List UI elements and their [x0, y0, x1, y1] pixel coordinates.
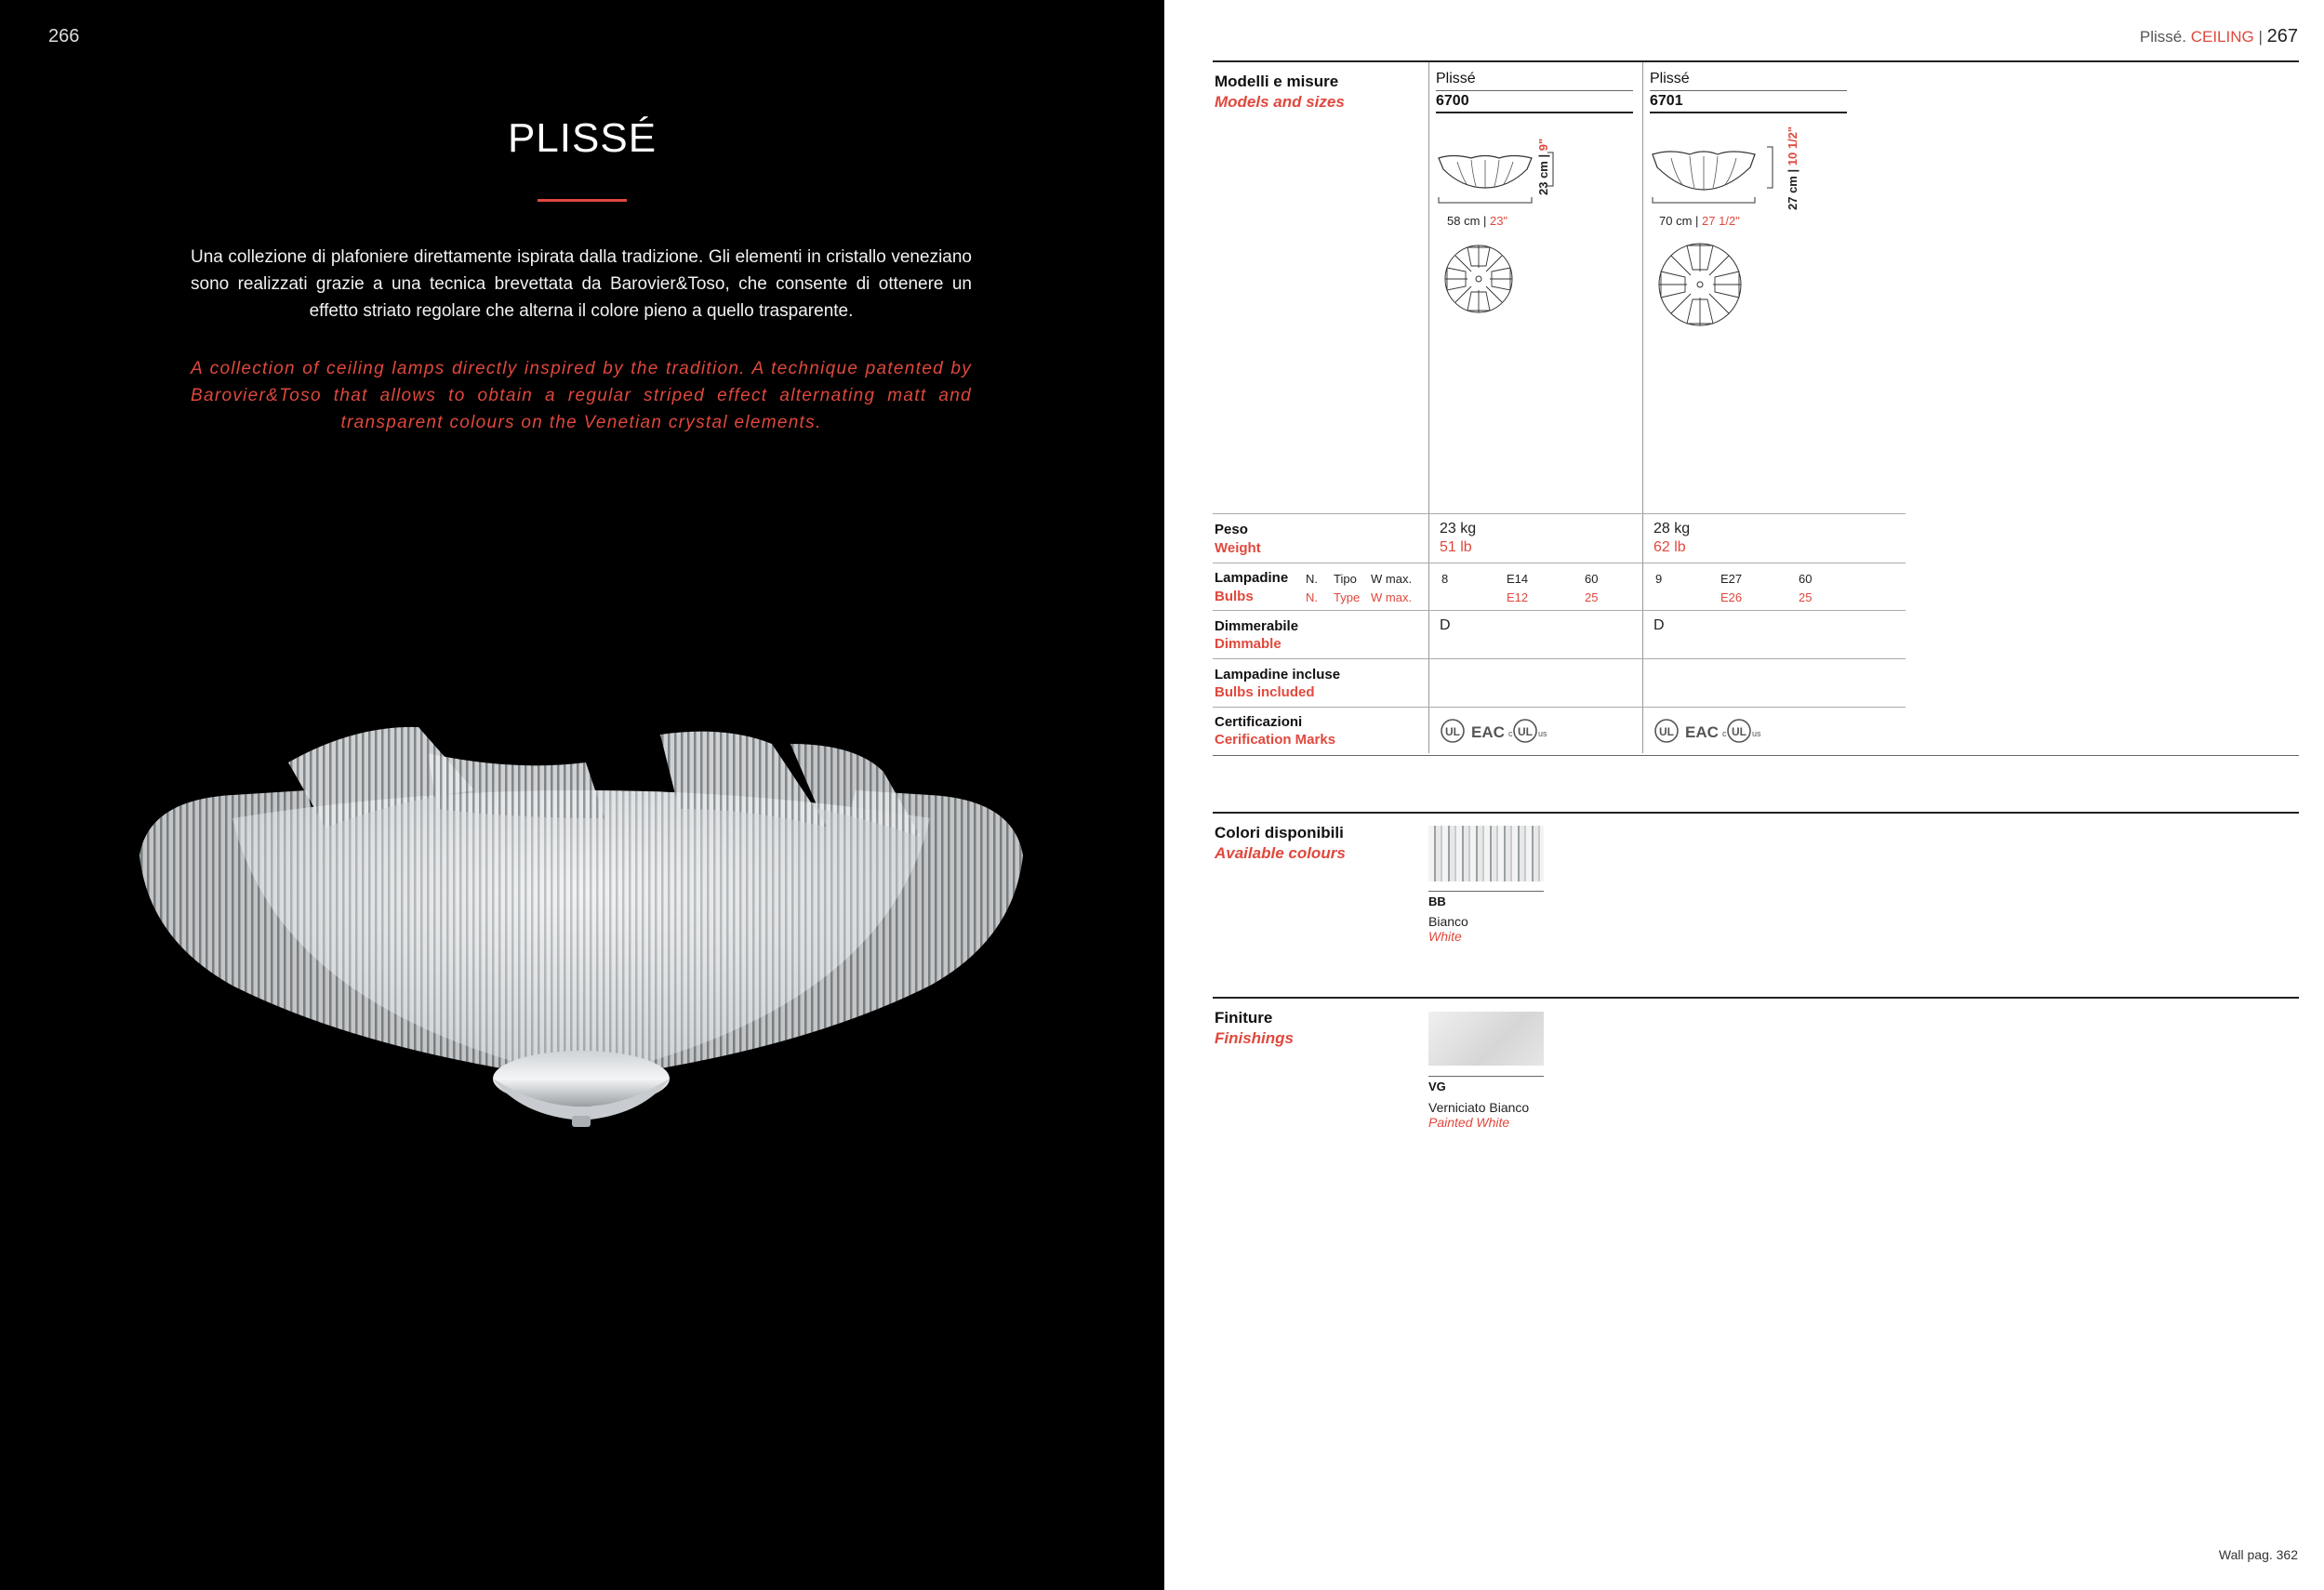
svg-text:UL: UL [1659, 725, 1674, 738]
svg-text:us: us [1538, 729, 1547, 738]
footer-reference: Wall pag. 362 [2218, 1547, 2298, 1562]
collection-title: PLISSÉ [507, 115, 657, 161]
model-1-bulb-w-us: 25 [1585, 590, 1599, 604]
page-number-left: 266 [48, 26, 80, 46]
page-number-right: 267 [2266, 26, 2298, 46]
finishing-swatch-rule [1428, 1076, 1544, 1077]
svg-text:UL: UL [1518, 725, 1533, 738]
cert-marks-icon [1440, 716, 1560, 746]
svg-text:c: c [1722, 729, 1727, 738]
model-2-weight-kg: 28 kg [1653, 521, 1691, 537]
model-2-rule [1650, 90, 1847, 91]
bulbs-type-en: Type [1334, 590, 1361, 604]
finishing-swatch-vg [1428, 1012, 1544, 1066]
finishing-code: VG [1428, 1080, 1446, 1093]
row-rule-included [1213, 658, 1906, 659]
colour-name-it: Bianco [1428, 914, 1468, 929]
description-english: A collection of ceiling lamps directly inspired by the tradition. A technique patented by Barovier&Toso that allows to obtain a regular striped effect alternating matt and transparent colours on the Venetian crystal elements. [191, 359, 972, 432]
model-1-top-drawing [1440, 240, 1518, 318]
model-1-bulb-type: E14 [1507, 572, 1529, 586]
colour-swatch-rule [1428, 891, 1544, 892]
colours-rule [1213, 812, 2299, 814]
models-label-it: Modelli e misure [1215, 73, 1339, 90]
column-divider-2 [1642, 62, 1643, 753]
title-underline [538, 199, 627, 202]
top-rule [1213, 60, 2299, 62]
colours-label-it: Colori disponibili [1215, 824, 1344, 841]
model-1-weight-kg: 23 kg [1440, 521, 1477, 537]
bulbs-label-en: Bulbs [1215, 589, 1254, 604]
model-2-rule-thick [1650, 112, 1847, 113]
weight-label-en: Weight [1215, 540, 1261, 556]
model-1-bulb-n: 8 [1441, 572, 1449, 586]
bulbs-type-it: Tipo [1334, 572, 1357, 586]
cert-label-en: Cerification Marks [1215, 732, 1336, 748]
header-category: CEILING [2190, 28, 2254, 46]
model-2-dimmable: D [1653, 617, 1665, 633]
model-2-cert-marks [1653, 716, 1774, 746]
svg-text:EAC: EAC [1685, 723, 1719, 741]
model-2-side-drawing [1648, 139, 1787, 214]
finishing-name-en: Painted White [1428, 1115, 1510, 1130]
cert-marks-icon [1653, 716, 1774, 746]
cert-label-it: Certificazioni [1215, 714, 1303, 730]
row-rule-cert [1213, 707, 1906, 708]
bulbs-n-en: N. [1306, 590, 1318, 604]
svg-text:UL: UL [1445, 725, 1460, 738]
svg-text:c: c [1508, 729, 1513, 738]
bulbs-wmax-en: W max. [1371, 590, 1413, 604]
header-product: Plissé. [2139, 28, 2186, 46]
models-label-en: Models and sizes [1215, 93, 1345, 111]
included-label-it: Lampadine incluse [1215, 667, 1341, 682]
model-2-name: Plissé [1650, 71, 1690, 86]
colour-name-en: White [1428, 929, 1462, 944]
model-2-top-drawing [1653, 238, 1746, 331]
model-2-weight-lb: 62 lb [1653, 539, 1686, 555]
model-2-bulb-n: 9 [1655, 572, 1663, 586]
row-rule-dimmable [1213, 610, 1906, 611]
model-1-bulb-w: 60 [1585, 572, 1599, 586]
model-1-rule-thick [1436, 112, 1633, 113]
model-2-height: 27 cm | 10 1/2" [1786, 126, 1799, 210]
svg-text:EAC: EAC [1471, 723, 1505, 741]
svg-text:us: us [1752, 729, 1761, 738]
svg-text:UL: UL [1732, 725, 1746, 738]
dimmable-label-it: Dimmerabile [1215, 618, 1299, 634]
model-2-width: 70 cm | 27 1/2" [1659, 214, 1740, 228]
model-1-weight-lb: 51 lb [1440, 539, 1472, 555]
model-1-bulb-type-us: E12 [1507, 590, 1529, 604]
finishings-label-it: Finiture [1215, 1009, 1273, 1027]
model-2-code: 6701 [1650, 93, 1683, 109]
right-page [1164, 0, 2324, 1590]
row-rule-weight [1213, 513, 1906, 514]
finishings-label-en: Finishings [1215, 1029, 1294, 1047]
dimmable-label-en: Dimmable [1215, 636, 1282, 652]
page-header [2140, 26, 2298, 47]
column-divider-1 [1428, 62, 1429, 753]
colour-code: BB [1428, 894, 1446, 908]
colour-swatch-bb [1428, 826, 1544, 881]
model-1-dimmable: D [1440, 617, 1451, 633]
model-2-bulb-w-us: 25 [1799, 590, 1813, 604]
model-1-cert-marks [1440, 716, 1560, 746]
finishings-rule [1213, 997, 2299, 999]
model-1-name: Plissé [1436, 71, 1476, 86]
ceiling-lamp-photo [121, 707, 1042, 1209]
bulbs-wmax-it: W max. [1371, 572, 1413, 586]
model-2-bulb-type-us: E26 [1720, 590, 1743, 604]
weight-label-it: Peso [1215, 522, 1248, 537]
bulbs-n-it: N. [1306, 572, 1318, 586]
model-1-rule [1436, 90, 1633, 91]
description-italian: Una collezione di plafoniere direttamente ispirata dalla tradizione. Gli elementi in cristallo veneziano sono realizzati grazie a una tecnica brevettata da Barovier&Toso, che consente di ottenere un effetto striato regolare che alterna il colore pieno a quello trasparente. [191, 247, 972, 321]
header-separator: | [2258, 28, 2263, 46]
model-1-height: 23 cm | 9" [1536, 138, 1550, 195]
model-1-width: 58 cm | 23" [1447, 214, 1508, 228]
colours-label-en: Available colours [1215, 844, 1346, 862]
bulbs-label-it: Lampadine [1215, 570, 1289, 586]
included-label-en: Bulbs included [1215, 684, 1315, 700]
table-bottom-rule [1213, 755, 2299, 756]
model-1-code: 6700 [1436, 93, 1469, 109]
model-2-bulb-type: E27 [1720, 572, 1743, 586]
finishing-name-it: Verniciato Bianco [1428, 1100, 1530, 1115]
model-2-bulb-w: 60 [1799, 572, 1813, 586]
